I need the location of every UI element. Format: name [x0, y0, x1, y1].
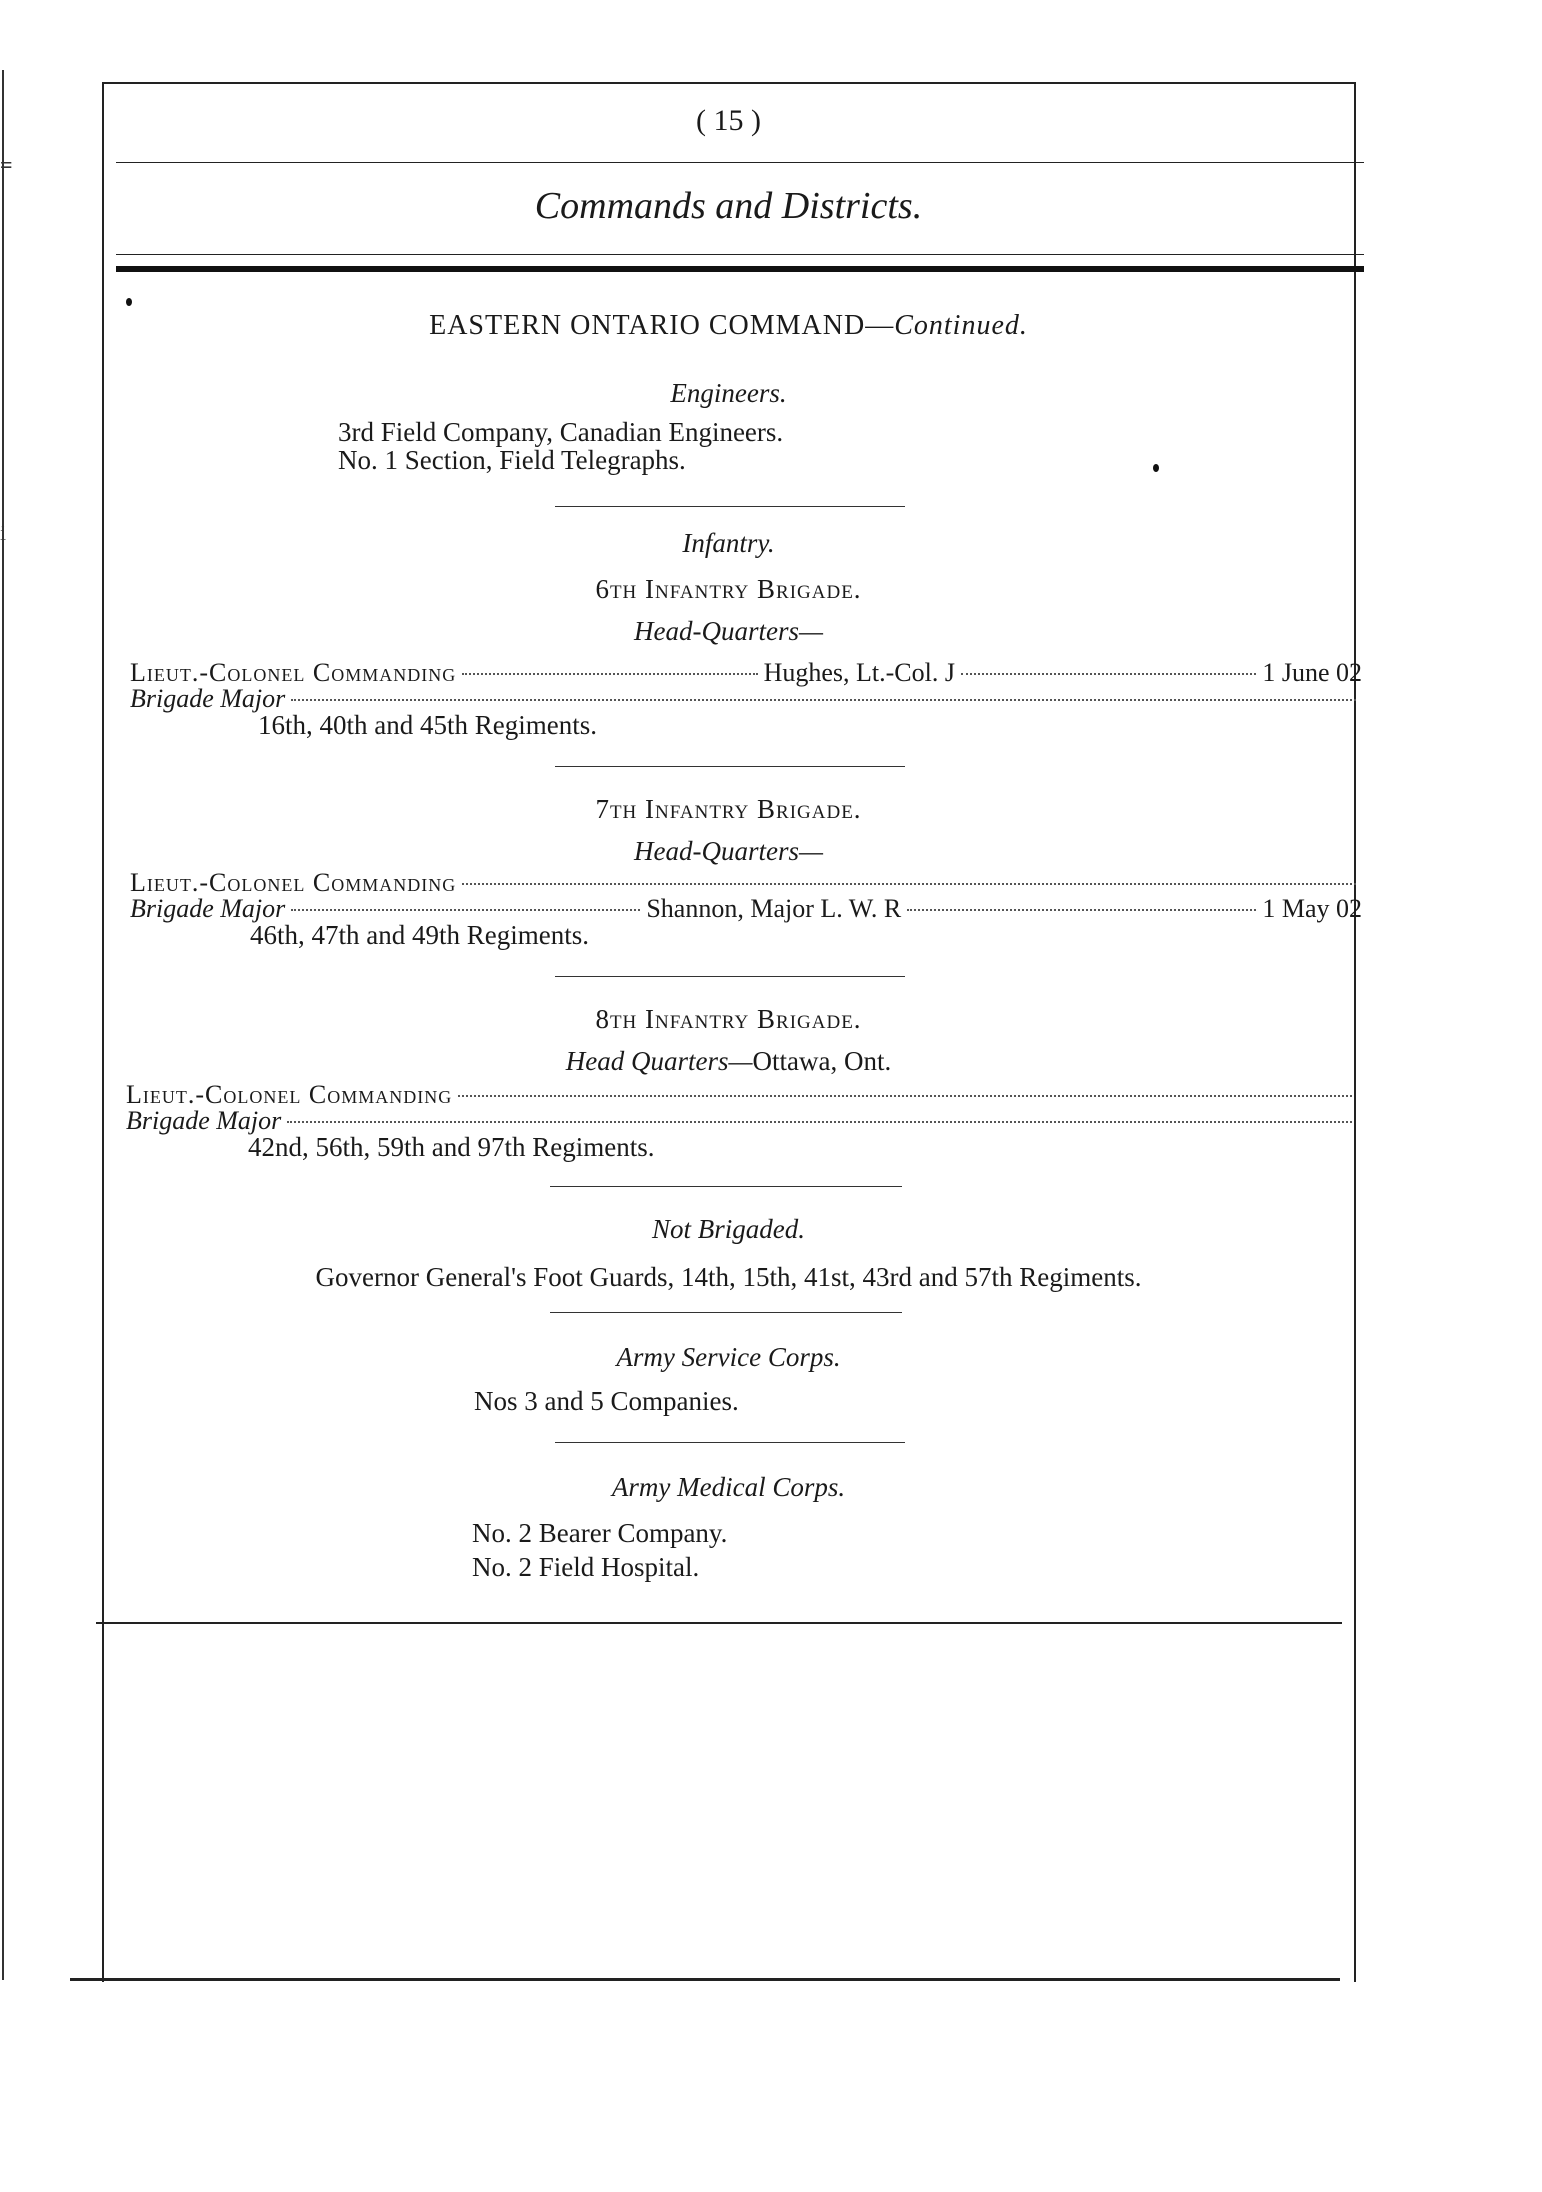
frame-top-border	[102, 82, 1355, 84]
section-rule	[550, 1312, 902, 1313]
brigade8-hq	[102, 1046, 1355, 1077]
margin-mark: =	[0, 152, 13, 177]
title-rule-thin	[116, 254, 1364, 255]
ltcol-label: Lieut.-Colonel Commanding	[130, 658, 457, 687]
engineers-heading: Engineers.	[670, 378, 787, 408]
closing-rule	[96, 1622, 1342, 1624]
ltcol-label: Lieut.-Colonel Commanding	[130, 868, 457, 897]
major-label: Brigade Major	[130, 894, 286, 923]
amc-line: No. 2 Field Hospital.	[472, 1552, 700, 1582]
command-name: EASTERN ONTARIO COMMAND—	[429, 310, 895, 341]
engineers-line: 3rd Field Company, Canadian Engineers.	[338, 417, 784, 447]
engineers-line: No. 1 Section, Field Telegraphs.	[338, 445, 686, 475]
page-number: ( 15 )	[696, 104, 761, 137]
brigade7-name: 7th Infantry Brigade.	[595, 794, 862, 824]
command-heading	[102, 310, 1355, 342]
ltcol-date: 1 June 02	[1262, 658, 1362, 687]
dot-leader	[907, 909, 1256, 911]
brigade7-hq: Head-Quarters—	[634, 836, 823, 866]
infantry-heading: Infantry.	[682, 528, 775, 558]
not-brigaded-line: Governor General's Foot Guards, 14th, 15th, 41st, 43rd and 57th Regiments.	[315, 1262, 1142, 1292]
page-title: Commands and Districts.	[534, 185, 923, 227]
amc-line: No. 2 Bearer Company.	[472, 1518, 728, 1548]
dot-leader	[458, 1095, 1352, 1097]
dot-leader	[961, 673, 1256, 675]
brigade7-regiments: 46th, 47th and 49th Regiments.	[250, 920, 589, 950]
dot-leader	[291, 909, 640, 911]
not-brigaded-heading: Not Brigaded.	[652, 1214, 805, 1244]
ink-dot	[126, 298, 132, 306]
hq-label: Head Quarters—	[565, 1046, 753, 1076]
section-rule	[555, 766, 905, 767]
major-label: Brigade Major	[130, 684, 286, 713]
hq-place: Ottawa, Ont.	[752, 1046, 892, 1076]
header-rule	[116, 162, 1364, 163]
section-rule	[555, 1442, 905, 1443]
page-edge-line	[0, 70, 7, 1980]
title-rule-thick	[116, 266, 1364, 272]
command-continued: Continued.	[894, 310, 1028, 341]
major-date: 1 May 02	[1262, 894, 1363, 923]
brigade6-regiments: 16th, 40th and 45th Regiments.	[258, 710, 597, 740]
ltcol-name: Hughes, Lt.-Col. J	[763, 658, 955, 687]
section-rule	[550, 1186, 902, 1187]
margin-mark: i	[0, 520, 7, 545]
engineers-list	[338, 418, 783, 474]
ink-dot	[1153, 464, 1159, 472]
dot-leader	[462, 883, 1356, 885]
asc-line: Nos 3 and 5 Companies.	[474, 1386, 739, 1416]
major-label: Brigade Major	[126, 1106, 282, 1135]
ltcol-label: Lieut.-Colonel Commanding	[126, 1080, 453, 1109]
section-rule	[555, 506, 905, 507]
dot-leader	[291, 699, 1356, 701]
section-rule	[555, 976, 905, 977]
brigade6-hq: Head-Quarters—	[634, 616, 823, 646]
brigade8-regiments: 42nd, 56th, 59th and 97th Regiments.	[248, 1132, 655, 1162]
amc-list	[472, 1516, 727, 1584]
amc-heading: Army Medical Corps.	[611, 1472, 846, 1502]
asc-heading: Army Service Corps.	[616, 1342, 841, 1372]
dot-leader	[462, 673, 757, 675]
brigade6-name: 6th Infantry Brigade.	[595, 574, 862, 604]
major-name: Shannon, Major L. W. R	[646, 894, 902, 923]
brigade8-name: 8th Infantry Brigade.	[595, 1004, 862, 1034]
dot-leader	[287, 1121, 1352, 1123]
frame-bottom-border	[70, 1978, 1340, 1981]
